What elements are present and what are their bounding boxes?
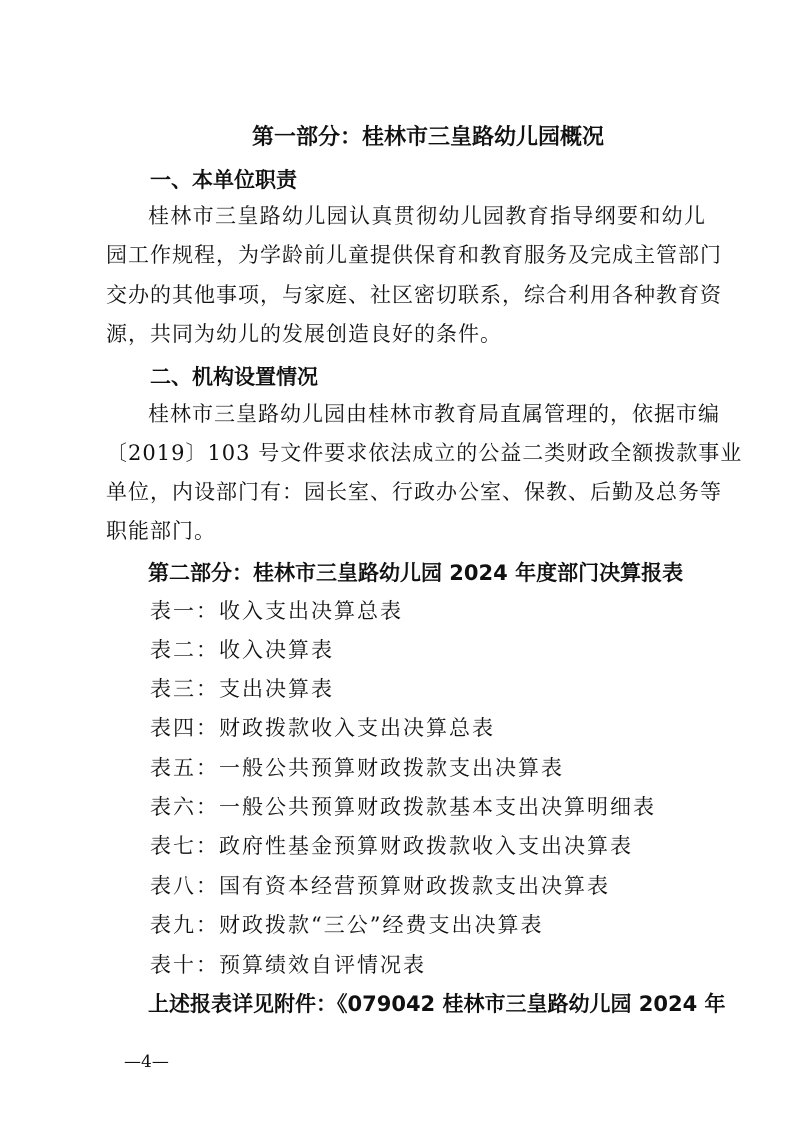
report-list-item: 表一：收入支出决算总表: [150, 599, 403, 623]
page-number: —4—: [124, 1052, 169, 1072]
section1-paragraph-line: 源，共同为幼儿的发展创造良好的条件。: [106, 322, 502, 346]
section1-heading: 一、本单位职责: [150, 168, 297, 192]
report-list-item: 表九：财政拨款“三公”经费支出决算表: [150, 913, 544, 937]
report-list-item: 表三：支出决算表: [150, 677, 334, 701]
report-list-item: 表四：财政拨款收入支出决算总表: [150, 716, 495, 740]
part1-title: 第一部分：桂林市三皇路幼儿园概况: [252, 125, 605, 150]
section1-paragraph-line: 交办的其他事项，与家庭、社区密切联系，综合利用各种教育资: [106, 283, 722, 307]
report-list-item: 表七：政府性基金预算财政拨款收入支出决算表: [150, 834, 633, 858]
section2-paragraph-line: 单位，内设部门有：园长室、行政办公室、保教、后勤及总务等: [106, 480, 722, 504]
section2-paragraph-line: 〔2019〕103 号文件要求依法成立的公益二类财政全额拨款事业: [106, 441, 743, 465]
section1-paragraph-line: 桂林市三皇路幼儿园认真贯彻幼儿园教育指导纲要和幼儿: [148, 204, 706, 228]
section1-paragraph-line: 园工作规程，为学龄前儿童提供保育和教育服务及完成主管部门: [106, 243, 722, 267]
report-list-item: 表十：预算绩效自评情况表: [150, 953, 426, 977]
report-list-item: 表八：国有资本经营预算财政拨款支出决算表: [150, 874, 610, 898]
section2-paragraph-line: 职能部门。: [106, 519, 216, 543]
part2-title: 第二部分：桂林市三皇路幼儿园 2024 年度部门决算报表: [148, 561, 684, 585]
report-list-item: 表二：收入决算表: [150, 638, 334, 662]
report-list-item: 表六：一般公共预算财政拨款基本支出决算明细表: [150, 795, 656, 819]
report-list-item: 表五：一般公共预算财政拨款支出决算表: [150, 756, 564, 780]
section2-heading: 二、机构设置情况: [150, 365, 318, 389]
section2-paragraph-line: 桂林市三皇路幼儿园由桂林市教育局直属管理的，依据市编: [148, 402, 720, 426]
attachment-note: 上述报表详见附件：《079042 桂林市三皇路幼儿园 2024 年: [148, 992, 726, 1016]
